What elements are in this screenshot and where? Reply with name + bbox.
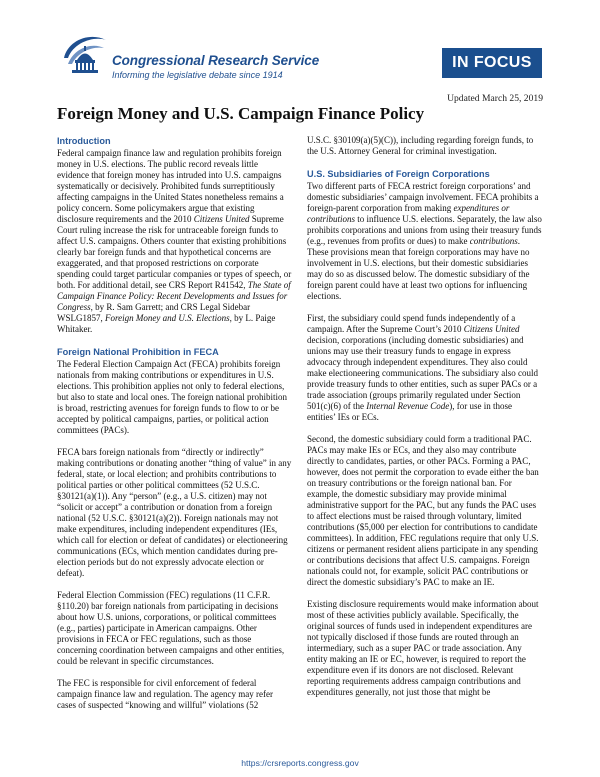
prohibition-paragraph-1: The Federal Election Campaign Act (FECA) prohibits foreign nationals from making contributions or expenditures in U.S. elections. This prohibition applies not only to federal elections, but also to state and local ones. The foreign national prohibition is broad, restricting avenues for foreign funds to flow to or be accepted by political campaigns, parties, or political action committees (PACs). — [57, 359, 288, 435]
brand-tagline: Informing the legislative debate since 1914 — [112, 70, 283, 80]
section-heading-introduction: Introduction — [57, 136, 111, 146]
updated-date: Updated March 25, 2019 — [447, 93, 543, 104]
subsidiaries-paragraph-4: Existing disclosure requirements would make information about most of these activities publicly available. Specifically, the original sources of funds used in independent expenditures are not typically disclosed if those funds are routed through an intermediary, such as a super PAC or trade association. Any entity making an IE or EC, however, is required to report the expenditure even if its donors are not disclosed. Relevant reporting requirements address campaign contributions and expenditures generally, not just those that might be — [307, 599, 539, 697]
subsidiaries-paragraph-3: Second, the domestic subsidiary could form a traditional PAC. PACs may make IEs or ECs, and they also may contribute directly to candidates, parties, or other PACs. Forming a PAC, however, does not permit the corporation to evade either the ban on treasury contributions or the foreign national ban. For example, the domestic subsidiary may provide minimal administrative support for the PAC, but any funds the PAC uses to affect elections must be raised through voluntary, limited contributions ($5,000 per election for contributions to candidate committees). In addition, FEC regulations require that only U.S. citizens or permanent resident aliens participate in any spending or contributions decisions that affect U.S. campaigns. Foreign nationals could not, for example, solicit PAC contributions or direct the domestic subsidiary’s PAC to make an IE. — [307, 434, 539, 587]
report-header — [0, 0, 600, 82]
footer-url-link[interactable]: https://crsreports.congress.gov — [241, 758, 359, 768]
capitol-dome-logo — [60, 28, 110, 76]
prohibition-paragraph-2: FECA bars foreign nationals from “directly or indirectly” making contributions or donating another “thing of value” in any federal, state, or local election; and prohibits contributions to political parties or other political committees (52 U.S.C. §30121(a)(1)). Any “person” (e.g., a U.S. citizen) may not “solicit or accept” a contribution or donation from a foreign national (52 U.S.C. §30121(a)(2)). Foreign nationals may not make expenditures, including independent expenditures (IEs, which call for election or defeat of candidates) or electioneering communications (ECs, which mention candidates during pre-election periods but do not expressly advocate election or defeat). — [57, 447, 292, 578]
intro-paragraph: Federal campaign finance law and regulation prohibits foreign money in U.S. elections. The public record reveals little evidence that foreign money has intruded into U.S. campaigns systematically or decisively. Prohibited funds surreptitiously affecting campaigns in the United States nonetheless remains a policy concern. Some policymakers argue that existing disclosure requirements and the 2010 Citizens United Supreme Court ruling increase the risk for untraceable foreign funds to affect U.S. campaigns. Others counter that existing prohibitions clearly bar foreign funds and that hypothetical concerns are exaggerated, and that proposed restrictions on corporate spending could target particular companies or types of speech, or both. For additional detail, see CRS Report R41542, The State of Campaign Finance Policy: Recent Developments and Issues for Congress, by R. Sam Garrett; and CRS Legal Sidebar WSLG1857, Foreign Money and U.S. Elections, by L. Paige Whitaker. — [57, 148, 292, 334]
brand-name: Congressional Research Service — [112, 53, 320, 68]
page-title: Foreign Money and U.S. Campaign Finance Policy — [57, 104, 425, 123]
subsidiaries-paragraph-2: First, the subsidiary could spend funds independently of a campaign. After the Supreme Court’s 2010 Citizens United decision, corporations (including domestic subsidiaries) and unions may use their treasury funds to engage in express advocacy through independent expenditures. They also could make electioneering communications. The subsidiary also could provide treasury funds to other entities, such as super PACs or a trade association (groups primarily regulated under Section 501(c)(6) of the Internal Revenue Code), for use in those entities’ IEs or ECs. — [307, 313, 539, 422]
right-column — [307, 135, 542, 698]
in-focus-badge: IN FOCUS — [442, 48, 542, 78]
left-column — [57, 135, 292, 711]
section-heading-us-subsidiaries: U.S. Subsidiaries of Foreign Corporations — [307, 169, 490, 179]
continued-paragraph: U.S.C. §30109(a)(5)(C)), including regarding foreign funds, to the U.S. Attorney General for criminal investigation. — [307, 135, 534, 156]
prohibition-paragraph-3: Federal Election Commission (FEC) regulations (11 C.F.R. §110.20) bar foreign nationals from participating in decisions about how U.S. unions, corporations, or political committees (e.g., parties) participate in American campaigns. Other provisions in FECA or FEC regulations, such as those concerning coordination between campaigns and other entities, could be relevant in specific circumstances. — [57, 590, 285, 666]
subsidiaries-paragraph-1: Two different parts of FECA restrict foreign corporations’ and domestic subsidiaries’ campaign involvement. FECA prohibits a foreign-parent corporation from making expenditures or contributions to influence U.S. elections. Separately, the law also prohibits corporations and unions from using their treasury funds (e.g., revenues from profits or dues) to make contributions. These provisions mean that foreign corporations may have no involvement in U.S. elections, but their domestic subsidiaries may do so as discussed below. The domestic subsidiary of the foreign parent could have at least two options for influencing elections. — [307, 181, 542, 301]
prohibition-paragraph-4: The FEC is responsible for civil enforcement of federal campaign finance law and regulation. The agency may refer cases of suspected “knowing and willful” violations (52 — [57, 678, 273, 710]
section-heading-foreign-national-prohibition: Foreign National Prohibition in FECA — [57, 347, 219, 357]
